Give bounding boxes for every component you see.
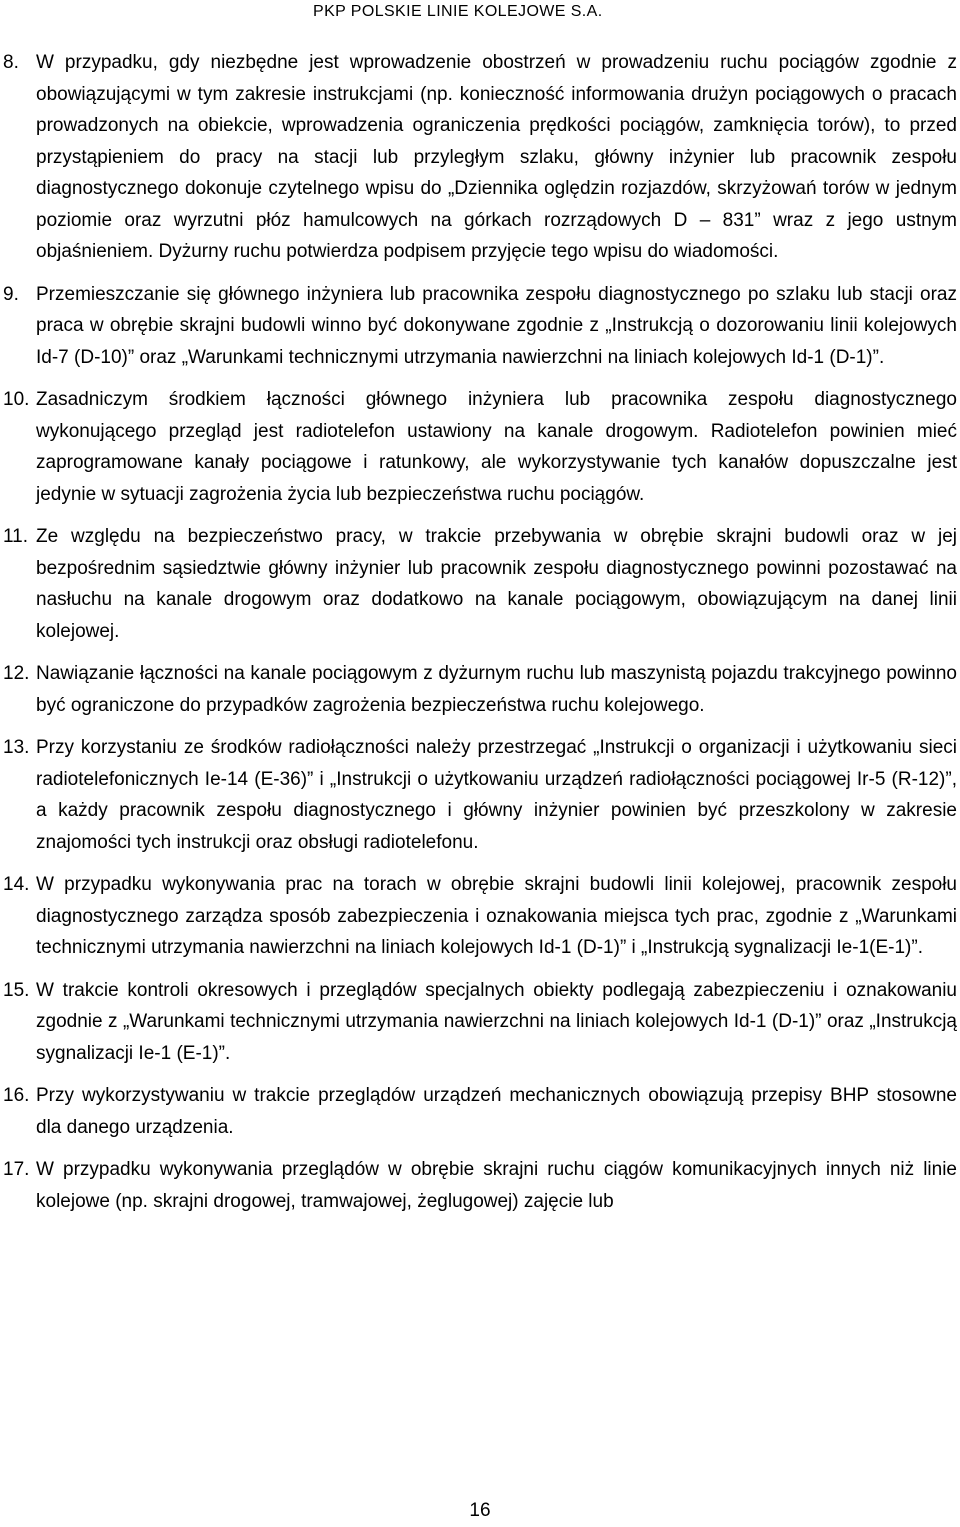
item-text: Przy wykorzystywaniu w trakcie przeglądów urządzeń mechanicznych obowiązują przepisy BHP stosowne dla danego urządzenia. (36, 1085, 957, 1138)
item-number: 14. (3, 874, 30, 895)
item-number: 8. (3, 52, 19, 73)
item-text: W przypadku, gdy niezbędne jest wprowadzenie obostrzeń w prowadzeniu ruchu pociągów zgodnie z obowiązującymi w tym zakresie instrukcjami (np. konieczność informowania drużyn pociągowych o pracach prowadzonych na obiekcie, wprowadzenia ograniczenia prędkości pociągów, zamknięcia torów), to przed przystąpieniem do pracy na stacji lub przyległym szlaku, główny inżynier lub pracownik zespołu diagnostycznego dokonuje czytelnego wpisu do „Dziennika oględzin rozjazdów, skrzyżowań torów w jednym poziomie oraz wyrzutni płóz hamulcowych na górkach rozrządowych D – 831” wraz z jego ustnym objaśnieniem. Dyżurny ruchu potwierdza podpisem przyjęcie tego wpisu do wiadomości. (36, 52, 957, 262)
item-number: 12. (3, 663, 30, 684)
item-number: 15. (3, 979, 30, 1001)
item-text: W przypadku wykonywania prac na torach w obrębie skrajni budowli linii kolejowej, pracownik zespołu diagnostycznego zarządza sposób zabezpieczenia i oznakowania miejsca tych prac, zgodnie z „Warunkami technicznymi utrzymania nawierzchni na liniach kolejowych Id-1 (D-1)” i „Instrukcją sygnalizacji Ie-1(E-1)”. (36, 874, 957, 958)
page-header (0, 0, 960, 25)
item-number: 10. (3, 389, 30, 410)
list-item-13 (0, 732, 960, 858)
page-number: 16 (469, 1500, 491, 1521)
list-item-14 (0, 869, 960, 964)
numbered-list (0, 47, 960, 1217)
item-text: Przy korzystaniu ze środków radiołączności należy przestrzegać „Instrukcji o organizacji i użytkowaniu sieci radiotelefonicznych Ie-14 (E-36)” i „Instrukcji o użytkowaniu urządzeń radiołączności pociągowej Ir-5 (R-12)”, a każdy pracownik zespołu diagnostycznego i główny inżynier powinien być przeszkolony w zakresie znajomości tych instrukcji oraz obsługi radiotelefonu. (36, 737, 957, 853)
item-number: 11. (3, 526, 29, 547)
list-item-11 (0, 521, 960, 647)
list-item-15 (0, 975, 960, 1070)
item-number: 13. (3, 737, 30, 758)
item-text: W trakcie kontroli okresowych i przeglądów specjalnych obiekty podlegają zabezpieczeniu i oznakowaniu zgodnie z „Warunkami technicznymi utrzymania nawierzchni na liniach kolejowych Id-1 (D-1)” oraz „Instrukcją sygnalizacji Ie-1 (E-1)”. (36, 979, 957, 1064)
list-item-10 (0, 384, 960, 510)
item-text: Przemieszczanie się głównego inżyniera lub pracownika zespołu diagnostycznego po szlaku lub stacji oraz praca w obrębie skrajni budowli winno być dokonywane zgodnie z „Instrukcją o dozorowaniu linii kolejowych Id-7 (D-10)” oraz „Warunkami technicznymi utrzymania nawierzchni na liniach kolejowych Id-1 (D-1)”. (36, 283, 957, 368)
item-text: W przypadku wykonywania przeglądów w obrębie skrajni ruchu ciągów komunikacyjnych innych niż linie kolejowe (np. skrajni drogowej, tramwajowej, żeglugowej) zajęcie lub (36, 1159, 957, 1212)
item-number: 17. (3, 1159, 30, 1180)
list-item-12 (0, 658, 960, 721)
item-number: 16. (3, 1085, 30, 1106)
list-item-8 (0, 47, 960, 268)
item-text: Nawiązanie łączności na kanale pociągowym z dyżurnym ruchu lub maszynistą pojazdu trakcyjnego powinno być ograniczone do przypadków zagrożenia bezpieczeństwa ruchu kolejowego. (36, 663, 957, 716)
item-text: Zasadniczym środkiem łączności głównego inżyniera lub pracownika zespołu diagnostycznego wykonującego przegląd jest radiotelefon ustawiony na kanale drogowym. Radiotelefon powinien mieć zaprogramowane kanały pociągowe i ratunkowy, ale wykorzystywanie tych kanałów dopuszczalne jest jedynie w sytuacji zagrożenia życia lub bezpieczeństwa ruchu pociągów. (36, 389, 957, 505)
item-text: Ze względu na bezpieczeństwo pracy, w trakcie przebywania w obrębie skrajni budowli oraz w jej bezpośrednim sąsiedztwie główny inżynier lub pracownik zespołu diagnostycznego powinni pozostawać na nasłuchu na kanale drogowym oraz dodatkowo na kanale pociągowym, obowiązującym na danej linii kolejowej. (36, 526, 957, 642)
item-number: 9. (3, 283, 19, 305)
list-item-16 (0, 1080, 960, 1143)
list-item-9 (0, 279, 960, 374)
company-name: PKP POLSKIE LINIE KOLEJOWE S.A. (313, 3, 603, 20)
list-item-17 (0, 1154, 960, 1217)
